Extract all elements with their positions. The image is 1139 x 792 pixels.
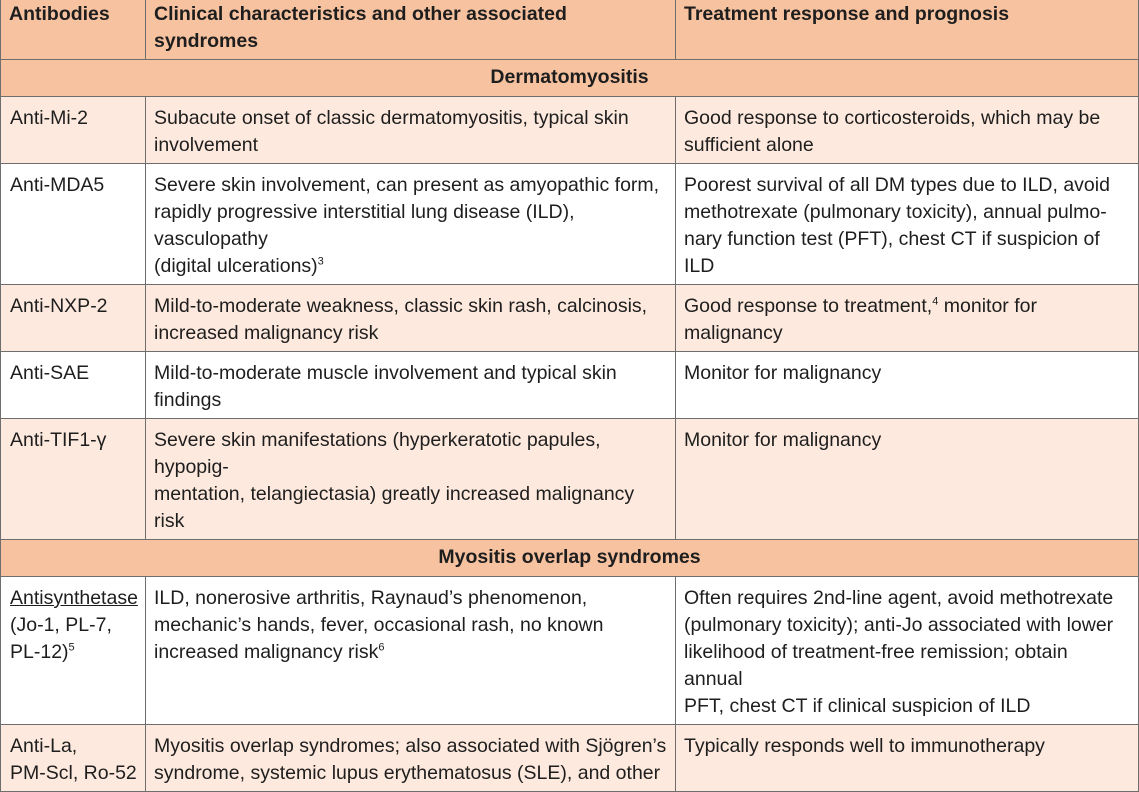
clinical-line: Myositis overlap syndromes; also associated with Sjögren’s (154, 735, 667, 757)
reference-superscript: 4 (932, 295, 939, 308)
antibody-line (10, 639, 137, 666)
header-clinical: Clinical characteristics and other associated syndromes (146, 0, 676, 60)
reference-superscript: 6 (378, 641, 385, 654)
table-row (1, 419, 1139, 540)
clinical-line: ILD, nonerosive arthritis, Raynaud’s phenomenon, (154, 587, 588, 609)
section-title: Myositis overlap syndromes (1, 540, 1139, 577)
treatment-line: PFT, chest CT if clinical suspicion of ILD (684, 695, 1031, 717)
clinical-cell: Mild-to-moderate muscle involvement and typical skin findings (146, 352, 676, 419)
antibody-cell (1, 577, 146, 725)
antibody-cell: Anti-TIF1-γ (1, 419, 146, 540)
antibody-line: (Jo-1, PL-7, (10, 614, 112, 636)
treatment-line: (pulmonary toxicity); anti-Jo associated with lower (684, 614, 1114, 636)
antibody-cell: Anti-SAE (1, 352, 146, 419)
antibody-line: Anti-La, (10, 735, 78, 757)
clinical-line: syndrome, systemic lupus erythematosus (SLE), and other (154, 762, 661, 784)
antibody-cell: Anti-NXP-2 (1, 285, 146, 352)
treatment-line: methotrexate (pulmonary toxicity), annual pulmo- (684, 201, 1107, 223)
clinical-cell (146, 164, 676, 285)
table-row (1, 577, 1139, 725)
clinical-cell (146, 419, 676, 540)
reference-superscript: 3 (317, 255, 324, 268)
clinical-cell (146, 577, 676, 725)
treatment-cell: Typically responds well to immunotherapy (676, 725, 1139, 792)
antibody-name: Antisynthetase (10, 587, 138, 609)
clinical-line (154, 253, 667, 280)
treatment-cell: Monitor for malignancy (676, 352, 1139, 419)
antibody-cell (1, 725, 146, 792)
clinical-cell: Mild-to-moderate weakness, classic skin rash, calcinosis, increased malignancy risk (146, 285, 676, 352)
antibody-line: PM-Scl, Ro-52 (10, 762, 137, 784)
treatment-cell: Good response to corticosteroids, which may be sufficient alone (676, 97, 1139, 164)
clinical-line: mentation, telangiectasia) greatly increased malignancy risk (154, 483, 635, 532)
clinical-line: Severe skin involvement, can present as amyopathic form, (154, 174, 660, 196)
treatment-cell (676, 164, 1139, 285)
treatment-line: Poorest survival of all DM types due to ILD, avoid (684, 174, 1110, 196)
antibody-cell: Anti-Mi-2 (1, 97, 146, 164)
clinical-cell (146, 725, 676, 792)
table-row (1, 97, 1139, 164)
section-row-dermatomyositis (1, 60, 1139, 97)
clinical-line: Severe skin manifestations (hyperkeratotic papules, hypopig- (154, 429, 601, 478)
clinical-line: mechanic’s hands, fever, occasional rash, no known (154, 614, 604, 636)
treatment-line: nary function test (PFT), chest CT if suspicion of ILD (684, 228, 1100, 277)
antibody-text: PL-12) (10, 641, 69, 663)
antibody-cell: Anti-MDA5 (1, 164, 146, 285)
treatment-cell (676, 577, 1139, 725)
table-row (1, 352, 1139, 419)
clinical-line: rapidly progressive interstitial lung disease (ILD), vasculopathy (154, 201, 575, 250)
clinical-text: (digital ulcerations) (154, 255, 318, 277)
treatment-cell: Monitor for malignancy (676, 419, 1139, 540)
table-header-row (1, 0, 1139, 60)
section-title: Dermatomyositis (1, 60, 1139, 97)
treatment-cell (676, 285, 1139, 352)
clinical-cell: Subacute onset of classic dermatomyositis, typical skin involvement (146, 97, 676, 164)
header-treatment: Treatment response and prognosis (676, 0, 1139, 60)
treatment-text: monitor for malignancy (684, 295, 1037, 344)
table-row (1, 164, 1139, 285)
table-row (1, 285, 1139, 352)
treatment-text: Good response to treatment, (684, 295, 933, 317)
header-antibodies: Antibodies (1, 0, 146, 60)
clinical-text: increased malignancy risk (154, 641, 379, 663)
clinical-line (154, 639, 667, 666)
section-row-overlap (1, 540, 1139, 577)
treatment-line: likelihood of treatment-free remission; obtain annual (684, 641, 1068, 690)
reference-superscript: 5 (68, 641, 75, 654)
table-row (1, 725, 1139, 792)
treatment-line: Often requires 2nd-line agent, avoid methotrexate (684, 587, 1114, 609)
